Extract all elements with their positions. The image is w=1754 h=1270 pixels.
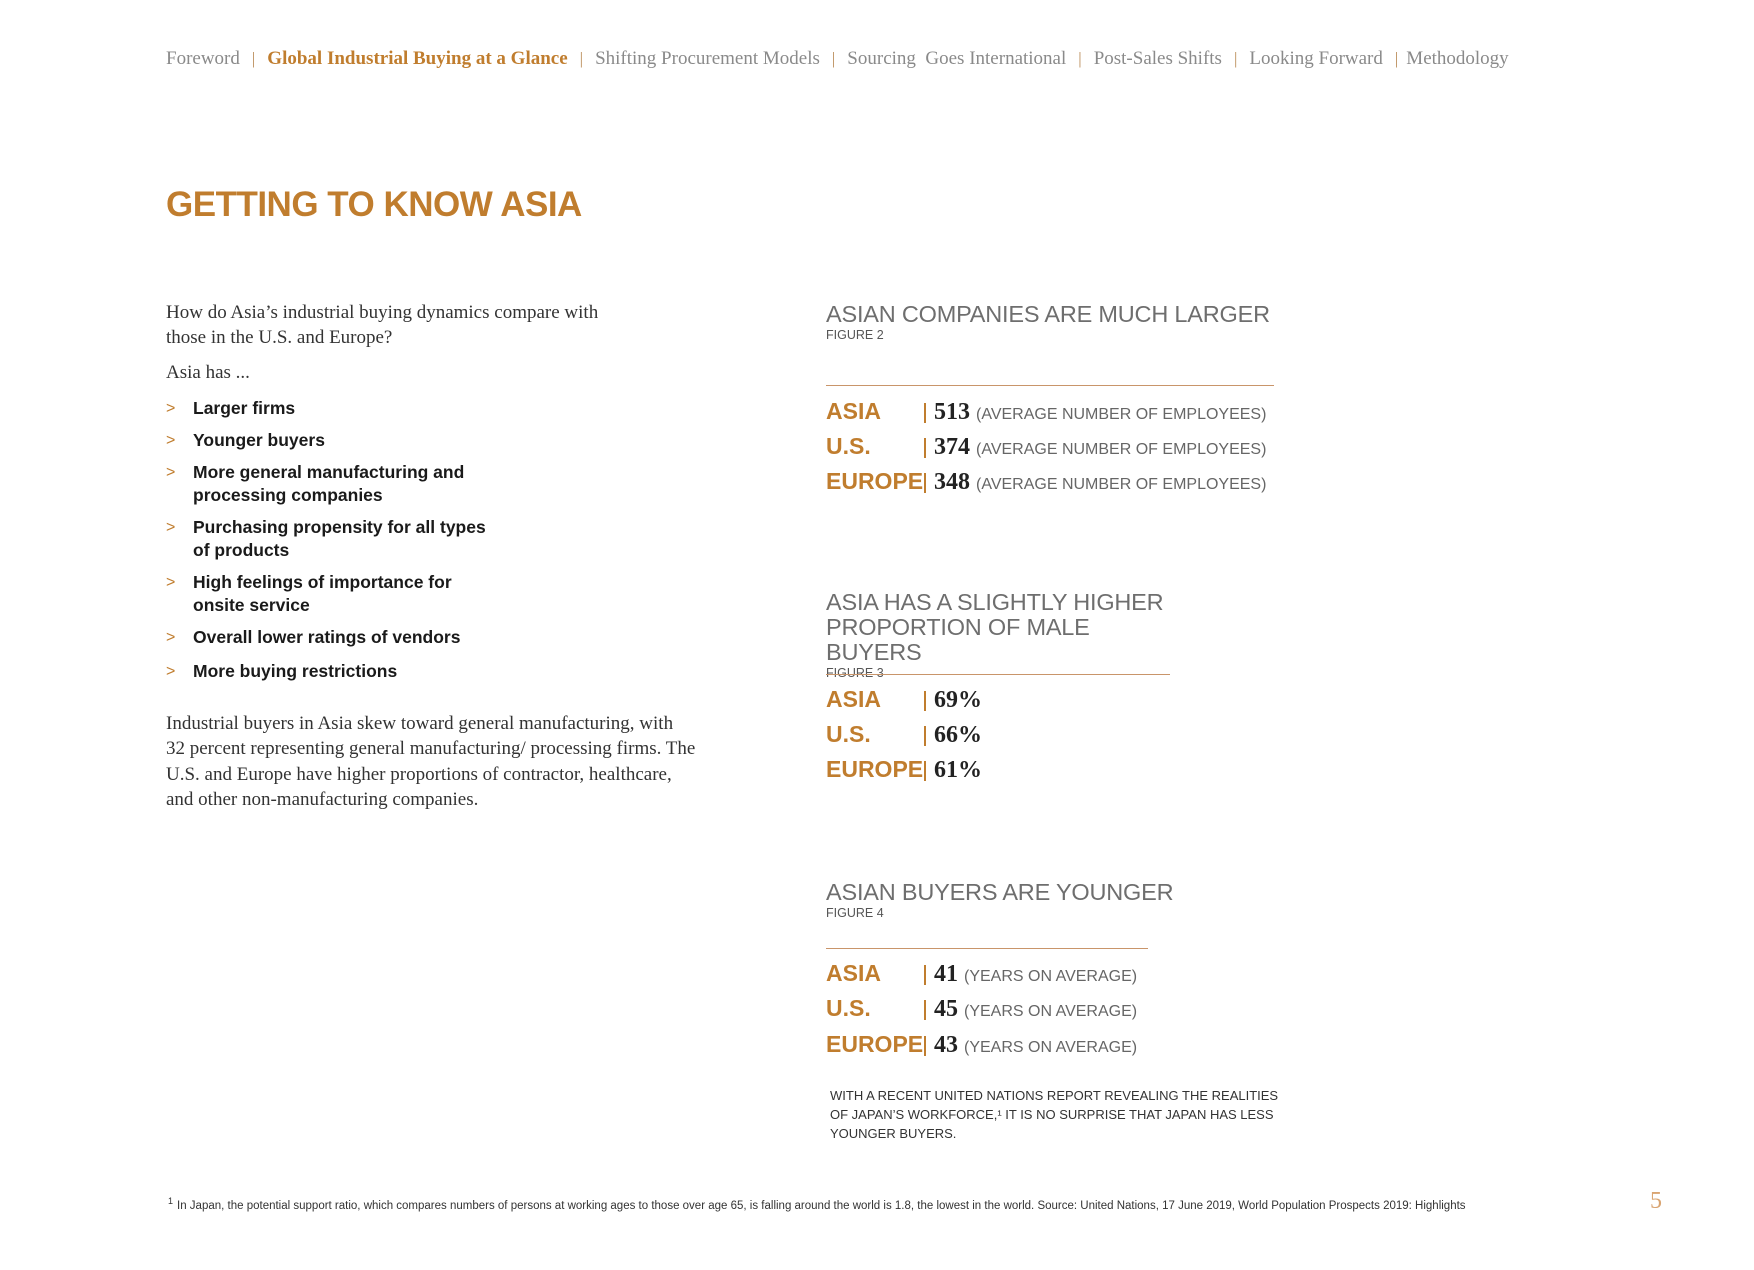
callout-text: WITH A RECENT UNITED NATIONS REPORT REVEALING THE REALITIES OF JAPAN’S WORKFORCE,¹ IT IS NO SURPRISE THAT JAPAN HAS LESS YOUNGER BUYERS. (830, 1088, 1279, 1141)
chevron-right-icon: > (166, 519, 176, 536)
stat-note: (AVERAGE NUMBER OF EMPLOYEES) (976, 441, 1267, 458)
figure-2 (826, 302, 1296, 502)
figure-title-line: ASIA HAS A SLIGHTLY HIGHER (826, 589, 1164, 615)
intro-lead: Asia has ... (166, 362, 250, 383)
nav-looking-forward[interactable]: Looking Forward (1249, 48, 1383, 69)
chevron-right-icon: > (166, 400, 176, 417)
list-item: > Larger firms (166, 398, 296, 418)
figure-3 (826, 590, 1186, 790)
region-label: EUROPE (826, 756, 924, 782)
region-label: ASIA (826, 686, 881, 712)
figure-title-line: PROPORTION OF MALE BUYERS (826, 614, 1090, 665)
nav-global-industrial-buying[interactable]: Global Industrial Buying at a Glance (267, 48, 568, 69)
stat-value: 43 (934, 1032, 958, 1058)
nav-separator: | (1394, 49, 1399, 68)
region-label: EUROPE (826, 468, 924, 494)
region-label: ASIA (826, 398, 881, 424)
divider (924, 761, 926, 781)
stat-value: 374 (934, 434, 970, 460)
stat-value: 61% (934, 757, 982, 783)
stat-note: (YEARS ON AVERAGE) (964, 1039, 1138, 1056)
figure-row (826, 756, 982, 786)
figure-row (826, 995, 1137, 1025)
nav-separator: | (831, 49, 836, 68)
region-label: ASIA (826, 960, 881, 986)
figure-number: FIGURE 4 (826, 906, 884, 920)
page-number: 5 (1650, 1188, 1662, 1214)
chevron-right-icon: > (166, 432, 176, 449)
divider (924, 403, 926, 423)
figure-number: FIGURE 2 (826, 328, 884, 342)
figure-rule (826, 385, 1274, 386)
top-navigation (166, 48, 1509, 70)
list-item: > Overall lower ratings of vendors (166, 627, 461, 647)
chevron-right-icon: > (166, 663, 176, 680)
divider (924, 438, 926, 458)
region-label: EUROPE (826, 1031, 924, 1057)
region-label: U.S. (826, 721, 871, 747)
figure-row (826, 398, 1266, 428)
divider (924, 473, 926, 493)
nav-post-sales-shifts[interactable]: Post-Sales Shifts (1093, 48, 1222, 69)
divider (924, 965, 926, 985)
figure-row (826, 433, 1266, 463)
stat-note: (YEARS ON AVERAGE) (964, 1003, 1138, 1020)
divider (924, 691, 926, 711)
region-label: U.S. (826, 433, 871, 459)
list-item: > Purchasing propensity for all types of products (166, 517, 486, 560)
region-label: U.S. (826, 995, 871, 1021)
figure-title: ASIAN BUYERS ARE YOUNGER (826, 879, 1174, 905)
nav-separator: | (1078, 49, 1082, 68)
figure-row (826, 1031, 1137, 1061)
stat-note: (AVERAGE NUMBER OF EMPLOYEES) (976, 476, 1267, 493)
chevron-right-icon: > (166, 464, 176, 481)
list-item: > High feelings of importance for onsite service (166, 572, 452, 615)
stat-note: (AVERAGE NUMBER OF EMPLOYEES) (976, 406, 1267, 423)
figure-rule (826, 948, 1148, 949)
list-item: > Younger buyers (166, 430, 325, 450)
nav-separator: | (1233, 49, 1238, 68)
stat-value: 41 (934, 961, 958, 987)
figure-row (826, 468, 1266, 498)
nav-sourcing-international[interactable]: Sourcing Goes International (847, 48, 1067, 69)
list-item: > More buying restrictions (166, 661, 398, 681)
figure-row (826, 721, 982, 751)
figure-title: ASIAN COMPANIES ARE MUCH LARGER (826, 301, 1270, 327)
nav-shifting-procurement[interactable]: Shifting Procurement Models (595, 48, 820, 69)
footnote (168, 1196, 1466, 1212)
figure-4 (826, 880, 1186, 1080)
divider (924, 726, 926, 746)
chevron-right-icon: > (166, 629, 176, 646)
chevron-right-icon: > (166, 574, 176, 591)
feature-list (166, 397, 566, 692)
nav-methodology[interactable]: Methodology (1406, 48, 1509, 69)
nav-separator: | (251, 49, 256, 68)
figure-row (826, 686, 982, 716)
stat-value: 66% (934, 722, 982, 748)
figure-number: FIGURE 3 (826, 666, 884, 680)
figure-rule (826, 674, 1170, 675)
divider (924, 1036, 926, 1056)
footnote-marker: 1 (168, 1196, 174, 1206)
stat-value: 513 (934, 399, 970, 425)
stat-value: 348 (934, 469, 970, 495)
figure-row (826, 960, 1137, 990)
stat-value: 45 (934, 996, 958, 1022)
intro-question: How do Asia’s industrial buying dynamics compare with those in the U.S. and Europe? (166, 302, 599, 348)
stat-note: (YEARS ON AVERAGE) (964, 968, 1138, 985)
nav-separator: | (579, 49, 584, 68)
body-paragraph: Industrial buyers in Asia skew toward general manufacturing, with 32 percent representing general manufacturing/ processing firms. The U.S. and Europe have higher proportions of contractor, healthcare, and other non-manufacturing companies. (166, 713, 696, 810)
footnote-text: In Japan, the potential support ratio, which compares numbers of persons at working ages to those over age 65, is falling around the world is 1.8, the lowest in the world. Source: United Nations, 17 June 2019, World Population Prospects 2019: Highlights (177, 1200, 1466, 1212)
divider (924, 1000, 926, 1020)
stat-value: 69% (934, 687, 982, 713)
nav-foreword[interactable]: Foreword (166, 48, 240, 69)
page-title: GETTING TO KNOW ASIA (166, 185, 582, 224)
list-item: > More general manufacturing and processing companies (166, 462, 465, 505)
